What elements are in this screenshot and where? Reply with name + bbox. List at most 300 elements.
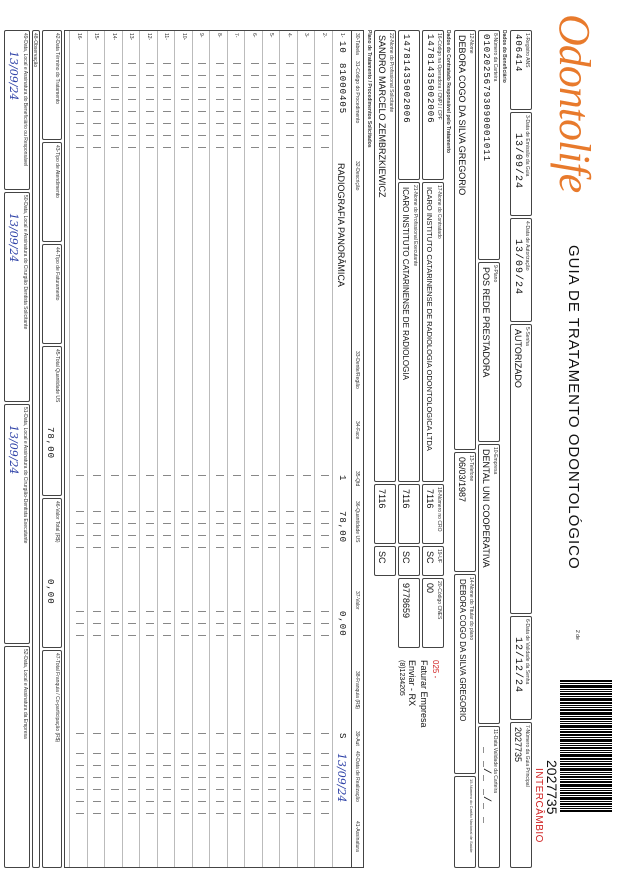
cell-divider	[129, 813, 137, 814]
barcode-bar	[560, 696, 612, 697]
cell-divider	[129, 99, 137, 100]
cell-divider	[251, 523, 259, 524]
cell-divider	[321, 135, 329, 136]
procedure-row-number: 11-	[163, 33, 170, 40]
emissao-box: 3-Data de Emissão da Guia 13/09/24	[510, 112, 532, 216]
uf3-box: SC	[374, 546, 396, 576]
cell-divider	[234, 753, 242, 754]
procedure-row-empty	[157, 31, 175, 867]
cell-divider	[216, 547, 224, 548]
procedure-row-empty	[280, 31, 298, 867]
cell-divider	[199, 523, 207, 524]
nome-executante-value: ICARO INSTITUTO CATARINENSE DE RADIOLOGIA	[401, 187, 410, 380]
cell-divider	[129, 511, 137, 512]
cell-divider	[216, 87, 224, 88]
cell-divider	[286, 765, 294, 766]
cell-divider	[304, 111, 312, 112]
procedure-row-number: 13-	[128, 33, 135, 41]
cnes-value: 00	[425, 583, 435, 594]
cell-divider	[321, 547, 329, 548]
cell-divider	[286, 99, 294, 100]
barcode-bar	[560, 707, 612, 708]
cell-divider	[164, 813, 172, 814]
cell-divider	[234, 547, 242, 548]
cell-divider	[321, 63, 329, 64]
cell-divider	[76, 547, 84, 548]
barcode-bar	[560, 739, 612, 742]
cell-divider	[181, 777, 189, 778]
barcode-bar	[560, 754, 612, 757]
barcode-bar	[560, 808, 612, 809]
cell-divider	[251, 535, 259, 536]
note-line-3: Enviar - RX	[407, 660, 417, 707]
cell-divider	[76, 523, 84, 524]
cell-divider	[181, 765, 189, 766]
cell-divider	[199, 801, 207, 802]
autorizacao-value: 13/09/24	[512, 239, 523, 296]
cell-divider	[234, 813, 242, 814]
sig-date-1: 13/09/24	[7, 51, 20, 101]
cell-divider	[129, 523, 137, 524]
barcode-bar	[560, 763, 612, 765]
cell-divider	[251, 789, 259, 790]
cell-divider	[146, 789, 154, 790]
cell-divider	[76, 611, 84, 612]
cell-divider	[304, 801, 312, 802]
cell-divider	[269, 87, 277, 88]
barcode-bar	[560, 723, 612, 724]
cell-divider	[181, 75, 189, 76]
cell-divider	[321, 111, 329, 112]
cell-divider	[251, 623, 259, 624]
barcode-bar	[560, 806, 612, 807]
cell-divider	[94, 789, 102, 790]
cell-divider	[251, 63, 259, 64]
cell-divider	[181, 789, 189, 790]
cell-divider	[146, 63, 154, 64]
cell-divider	[164, 733, 172, 734]
cell-divider	[269, 147, 277, 148]
cell-divider	[94, 765, 102, 766]
carteira-box: 8-Número da Carteira 01020256793090001011	[478, 30, 500, 260]
barcode-bar	[560, 788, 612, 789]
cell-divider	[111, 733, 119, 734]
cell-divider	[164, 777, 172, 778]
cell-divider	[216, 611, 224, 612]
cell-divider	[199, 753, 207, 754]
cell-divider	[146, 611, 154, 612]
cell-divider	[286, 123, 294, 124]
plano-value: POS REDE PRESTADORA	[481, 267, 491, 378]
cell-divider	[251, 123, 259, 124]
cell-divider	[76, 111, 84, 112]
cell-divider	[146, 87, 154, 88]
senha-box: 5-Senha AUTORIZADO	[510, 324, 532, 614]
cell-divider	[76, 87, 84, 88]
cell-divider	[304, 511, 312, 512]
procedures-header: 30-Tabela 31-Código do Procedimento 32-Descrição 33-Dente/Região 34-Face 35-Qtd 36-Quantidade US 37-Valor 38-Franquia (R$) 39-Aut 40-Data de Realização 41-Assinatura	[351, 31, 363, 867]
cell-divider	[199, 99, 207, 100]
cell-divider	[181, 99, 189, 100]
cell-divider	[216, 511, 224, 512]
cell-divider	[181, 611, 189, 612]
cell-divider	[181, 753, 189, 754]
cell-divider	[286, 623, 294, 624]
cell-divider	[111, 535, 119, 536]
procedure-row-number: 10-	[181, 33, 187, 41]
cell-divider	[216, 523, 224, 524]
cell-divider	[111, 753, 119, 754]
cell-divider	[76, 511, 84, 512]
note-line-2: Faturar Empresa	[419, 660, 429, 728]
cell-divider	[304, 777, 312, 778]
cell-divider	[129, 611, 137, 612]
barcode-bar	[560, 784, 612, 787]
cell-divider	[146, 135, 154, 136]
cell-divider	[234, 135, 242, 136]
barcode-bar	[560, 758, 612, 760]
cell-divider	[286, 789, 294, 790]
cell-divider	[111, 475, 119, 476]
barcode-bar	[560, 781, 612, 783]
barcode-bar	[560, 745, 612, 746]
cell-divider	[234, 801, 242, 802]
cell-divider	[321, 147, 329, 148]
cell-divider	[199, 733, 207, 734]
procedure-row-empty	[262, 31, 280, 867]
cell-divider	[321, 753, 329, 754]
procedure-row-empty	[140, 31, 158, 867]
cell-divider	[146, 147, 154, 148]
cell-divider	[216, 623, 224, 624]
cell-divider	[181, 733, 189, 734]
cell-divider	[164, 635, 172, 636]
cell-divider	[164, 111, 172, 112]
cell-divider	[234, 523, 242, 524]
nome-titular-box: 14-Nome do Titular do plano DEBORA COGO DA SILVA GREGORIO	[454, 574, 476, 774]
cell-divider	[304, 623, 312, 624]
cnes2-box: 9778659	[398, 578, 420, 648]
procedure-row-empty	[105, 31, 123, 867]
procedure-row-1: 1- 10 81000405 RADIOGRAFIA PANORÂMICA 1 78,00 0,00 S 13/09/24	[332, 31, 350, 867]
cell-divider	[76, 99, 84, 100]
cell-divider	[94, 535, 102, 536]
procedure-tabela: 10	[337, 41, 347, 54]
sig-executante-box: 51-Data, Local e Assinatura do Cirurgião-Dentista Executante 13/09/24	[4, 404, 30, 644]
cell-divider	[94, 733, 102, 734]
barcode-bar	[560, 761, 612, 762]
cell-divider	[251, 813, 259, 814]
cell-divider	[94, 777, 102, 778]
cell-divider	[164, 535, 172, 536]
cell-divider	[286, 611, 294, 612]
procedure-row-number: 9-	[198, 33, 205, 38]
cell-divider	[321, 99, 329, 100]
cell-divider	[216, 475, 224, 476]
cell-divider	[321, 75, 329, 76]
cell-divider	[164, 801, 172, 802]
cell-divider	[286, 147, 294, 148]
cell-divider	[286, 753, 294, 754]
procedure-row-empty	[227, 31, 245, 867]
procedure-aut: S	[337, 733, 347, 740]
procedure-qtd-us: 78,00	[337, 511, 347, 544]
cell-divider	[269, 623, 277, 624]
cell-divider	[304, 123, 312, 124]
cell-divider	[321, 813, 329, 814]
telefone-box: 13-Telefone 06/03/1987	[454, 452, 476, 572]
cell-divider	[251, 135, 259, 136]
profissional-box: 22-Nome do Profissional Solicitante SANDRO MARCELO ZEMBRZKIEWICZ	[374, 30, 396, 482]
cell-divider	[304, 765, 312, 766]
sig-date-3: 13/09/24	[7, 425, 20, 475]
cell-divider	[129, 765, 137, 766]
cell-divider	[94, 147, 102, 148]
cell-divider	[146, 475, 154, 476]
cell-divider	[129, 75, 137, 76]
cell-divider	[76, 635, 84, 636]
barcode-bar	[560, 790, 612, 791]
cell-divider	[269, 523, 277, 524]
empresa-box: 10-Empresa DENTAL UNI COOPERATIVA	[478, 444, 500, 724]
procedure-row-empty	[210, 31, 228, 867]
cell-divider	[199, 123, 207, 124]
nome-box: 12-Nome DEBORA COGO DA SILVA GREGORIO	[454, 30, 476, 450]
cell-divider	[146, 123, 154, 124]
cell-divider	[129, 789, 137, 790]
cell-divider	[234, 765, 242, 766]
barcode-bar	[560, 702, 612, 704]
cell-divider	[286, 75, 294, 76]
cell-divider	[269, 99, 277, 100]
cell-divider	[111, 99, 119, 100]
cell-divider	[181, 813, 189, 814]
cell-divider	[234, 99, 242, 100]
procedures-table	[64, 30, 364, 868]
sig-beneficiario-box: 49-Data, Local e Assinatura do Beneficiário ou Responsável 13/09/24	[4, 30, 30, 190]
barcode-icon	[560, 680, 612, 865]
cell-divider	[164, 123, 172, 124]
cell-divider	[94, 813, 102, 814]
barcode-bar	[560, 691, 612, 692]
cell-divider	[164, 753, 172, 754]
cell-divider	[181, 547, 189, 548]
cell-divider	[321, 801, 329, 802]
cell-divider	[321, 611, 329, 612]
cell-divider	[111, 777, 119, 778]
cell-divider	[286, 63, 294, 64]
cell-divider	[321, 511, 329, 512]
cell-divider	[216, 801, 224, 802]
cell-divider	[181, 801, 189, 802]
cell-divider	[199, 147, 207, 148]
cell-divider	[129, 753, 137, 754]
cell-divider	[199, 623, 207, 624]
nome-contratado-box: 17-Nome do Contratado ICARO INSTITUTO CATARINENSE DE RADIOLOGIA ODONTOLOGICA LTDA	[422, 182, 444, 482]
cell-divider	[251, 87, 259, 88]
cell-divider	[111, 789, 119, 790]
procedure-row-empty	[87, 31, 105, 867]
beneficiario-section: Dados do Beneficiário	[501, 30, 507, 83]
cell-divider	[269, 547, 277, 548]
cell-divider	[146, 753, 154, 754]
cell-divider	[181, 87, 189, 88]
barcode-bar	[560, 709, 612, 711]
cell-divider	[181, 535, 189, 536]
cell-divider	[164, 147, 172, 148]
cell-divider	[269, 475, 277, 476]
cell-divider	[304, 611, 312, 612]
cell-divider	[234, 147, 242, 148]
cell-divider	[321, 535, 329, 536]
cell-divider	[251, 147, 259, 148]
barcode-bar	[560, 685, 612, 688]
cell-divider	[94, 87, 102, 88]
barcode-bar	[560, 795, 612, 796]
cro-value: 7116	[425, 489, 435, 509]
barcode-bar	[560, 698, 612, 701]
cell-divider	[181, 523, 189, 524]
cell-divider	[181, 111, 189, 112]
senha-validade-value: 12/12/24	[512, 637, 523, 694]
uf2-box: SC	[398, 546, 420, 576]
cell-divider	[321, 523, 329, 524]
observacao-box: 48-Observação	[32, 30, 40, 868]
cell-divider	[251, 511, 259, 512]
cell-divider	[199, 547, 207, 548]
procedure-row-empty	[315, 31, 333, 867]
plano-box: 9-Plano POS REDE PRESTADORA	[478, 262, 500, 442]
cell-divider	[76, 733, 84, 734]
cell-divider	[111, 523, 119, 524]
cell-divider	[216, 813, 224, 814]
cell-divider	[111, 135, 119, 136]
cell-divider	[251, 99, 259, 100]
cell-divider	[251, 777, 259, 778]
cell-divider	[234, 733, 242, 734]
cell-divider	[269, 765, 277, 766]
cell-divider	[129, 635, 137, 636]
cell-divider	[146, 765, 154, 766]
cell-divider	[234, 87, 242, 88]
barcode-bar	[560, 718, 612, 720]
cell-divider	[181, 147, 189, 148]
cell-divider	[216, 535, 224, 536]
empresa-value: DENTAL UNI COOPERATIVA	[481, 449, 491, 568]
cell-divider	[94, 63, 102, 64]
cell-divider	[304, 87, 312, 88]
cell-divider	[251, 801, 259, 802]
tipo-faturamento-box: 44-Tipo de Faturamento	[42, 244, 62, 344]
cell-divider	[234, 635, 242, 636]
cell-divider	[321, 733, 329, 734]
cell-divider	[76, 623, 84, 624]
cell-divider	[111, 547, 119, 548]
procedure-row-number: 6-	[251, 33, 257, 38]
carteira-value: 01020256793090001011	[481, 34, 491, 163]
cell-divider	[164, 87, 172, 88]
cell-divider	[269, 111, 277, 112]
procedure-row-empty	[70, 31, 88, 867]
cell-divider	[286, 511, 294, 512]
barcode-bar	[560, 689, 612, 690]
cell-divider	[129, 147, 137, 148]
cell-divider	[181, 135, 189, 136]
cell-divider	[111, 801, 119, 802]
cell-divider	[164, 75, 172, 76]
barcode-bar	[560, 683, 612, 684]
procedure-row-number: 2-	[321, 33, 327, 38]
barcode-bar	[560, 766, 612, 767]
barcode-bar	[560, 750, 612, 751]
cell-divider	[304, 813, 312, 814]
cell-divider	[199, 135, 207, 136]
cell-divider	[304, 789, 312, 790]
barcode-bar	[560, 752, 612, 753]
cell-divider	[199, 765, 207, 766]
cell-divider	[269, 789, 277, 790]
procedure-row-empty	[245, 31, 263, 867]
cell-divider	[181, 475, 189, 476]
procedure-row-number: 5-	[268, 33, 275, 38]
cell-divider	[76, 135, 84, 136]
cell-divider	[251, 635, 259, 636]
tipo-atendimento-box: 43-Tipo de Atendimento	[42, 142, 62, 242]
barcode-bar	[560, 737, 612, 738]
barcode-bar	[560, 797, 612, 800]
cell-divider	[304, 99, 312, 100]
cell-divider	[94, 753, 102, 754]
autorizacao-box: 4-Data de Autorização 13/09/24	[510, 218, 532, 322]
cell-divider	[269, 635, 277, 636]
cnpj-box: 16-Código na Operadora / CNPJ / CPF 14781435002006	[422, 30, 444, 180]
cell-divider	[129, 623, 137, 624]
registro-ans-value: 406414	[513, 34, 523, 73]
cell-divider	[146, 111, 154, 112]
cartao-sus-box: 15-Número do Cartão Nacional de Saúde	[454, 776, 476, 868]
cell-divider	[304, 535, 312, 536]
valor-total-box: 46-Valor Total (R$) 0,00	[42, 498, 62, 648]
cell-divider	[251, 765, 259, 766]
cell-divider	[304, 135, 312, 136]
cell-divider	[146, 777, 154, 778]
cell-divider	[94, 99, 102, 100]
cell-divider	[94, 135, 102, 136]
cell-divider	[216, 147, 224, 148]
procedures-section: Plano de Tratamento / Procedimentos Solicitados	[366, 30, 372, 148]
cell-divider	[286, 475, 294, 476]
barcode-bar	[560, 774, 612, 775]
cell-divider	[269, 75, 277, 76]
cell-divider	[251, 611, 259, 612]
cell-divider	[286, 535, 294, 536]
cell-divider	[181, 123, 189, 124]
cell-divider	[321, 777, 329, 778]
cell-divider	[234, 623, 242, 624]
cro-box: 18-Número no CRO 7116	[422, 484, 444, 544]
nome-executante-box: 21-Nome do Profissional Executante ICARO INSTITUTO CATARINENSE DE RADIOLOGIA	[398, 182, 420, 482]
cell-divider	[216, 635, 224, 636]
senha-value: AUTORIZADO	[513, 329, 523, 388]
cell-divider	[216, 733, 224, 734]
cell-divider	[269, 777, 277, 778]
cell-divider	[286, 547, 294, 548]
cell-divider	[129, 777, 137, 778]
cell-divider	[304, 63, 312, 64]
cell-divider	[164, 789, 172, 790]
page-title: GUIA DE TRATAMENTO ODONTOLÓGICO	[565, 245, 582, 570]
valor-total-value: 0,00	[45, 579, 55, 605]
